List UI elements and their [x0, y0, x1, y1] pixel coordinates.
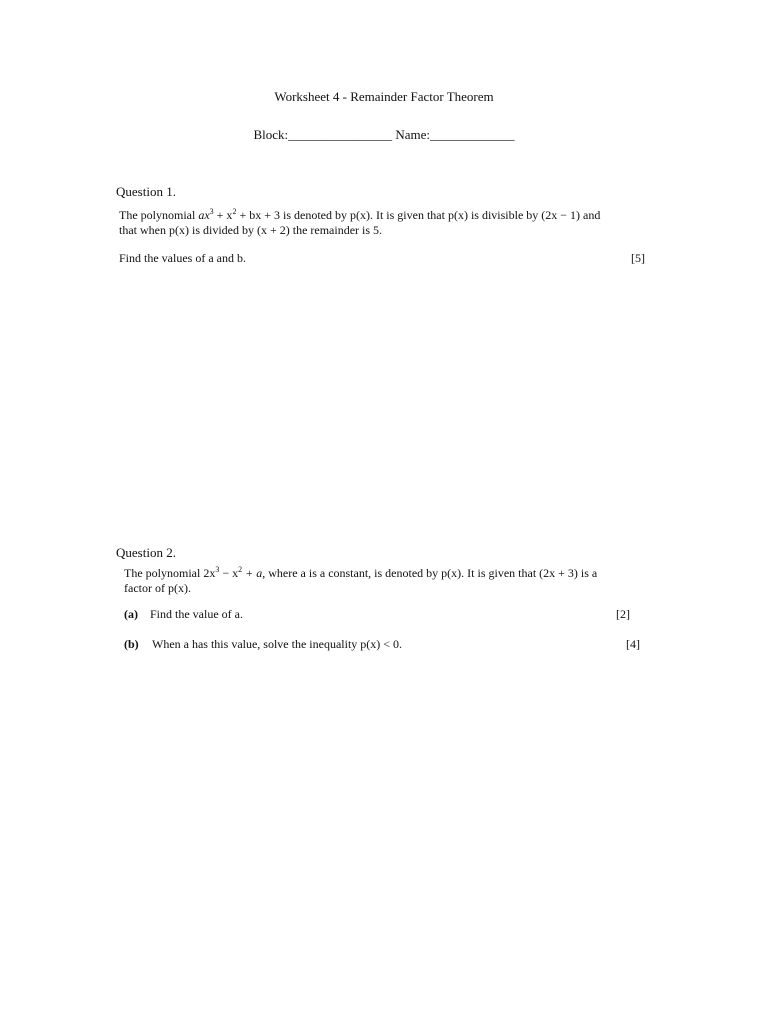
question-1-text [119, 208, 649, 238]
block-blank: ________________ [288, 127, 393, 142]
q1-poly-term-b: + x [213, 208, 233, 222]
q2-poly-term-a: 2x [203, 566, 216, 580]
question-1-find: Find the values of a and b. [119, 251, 246, 265]
q1-poly-term-c: + bx + 3 [236, 208, 280, 222]
question-2-heading: Question 2. [116, 545, 176, 560]
q1-line2: that when p(x) is divided by (x + 2) the remainder is 5. [119, 223, 383, 237]
q1-line1-end: is denoted by p(x). It is given that p(x) is divisible by (2x − 1) and [279, 208, 601, 222]
q2-poly-term-c: + a [242, 566, 263, 580]
q2-poly-term-b: − x [219, 566, 239, 580]
q1-line1-start: The polynomial [119, 208, 199, 222]
question-2a-text: Find the value of a. [150, 607, 243, 621]
q2-poly-exp-1: 3 [215, 565, 220, 574]
q1-poly-exp-1: 3 [209, 207, 214, 216]
question-2b-label: (b) [124, 637, 139, 651]
question-2-text [124, 566, 644, 596]
name-label: Name: [395, 127, 431, 142]
question-2a-label: (a) [124, 607, 138, 621]
page-title: Worksheet 4 - Remainder Factor Theorem [274, 89, 494, 104]
q1-poly-term-a: ax [198, 208, 210, 222]
question-1-marks: [5] [631, 251, 645, 265]
q2-poly-exp-2: 2 [238, 565, 243, 574]
q2-line1-end: , where a is a constant, is denoted by p(x). It is given that (2x + 3) is a [262, 566, 598, 580]
question-2a-marks: [2] [616, 607, 630, 621]
student-fields [0, 127, 768, 143]
question-2b-marks: [4] [626, 637, 640, 651]
block-label: Block: [253, 127, 289, 142]
q1-poly-exp-2: 2 [232, 207, 237, 216]
name-blank: _____________ [430, 127, 515, 142]
q2-line2: factor of p(x). [124, 581, 191, 595]
question-1-heading: Question 1. [116, 184, 176, 199]
question-2b-text: When a has this value, solve the inequality p(x) < 0. [152, 637, 403, 651]
q2-line1-start: The polynomial [124, 566, 204, 580]
